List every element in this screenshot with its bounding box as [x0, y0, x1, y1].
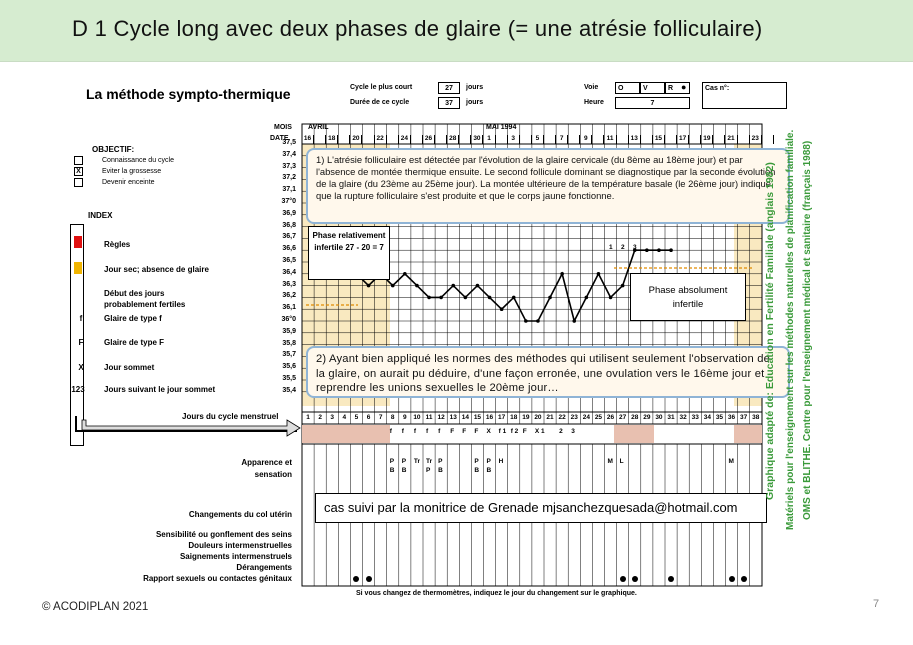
- temp-point: [439, 296, 443, 300]
- month-may: MAI 1994: [486, 124, 517, 131]
- disturbance-label: Dérangements: [236, 563, 292, 572]
- date-cell: [338, 135, 350, 144]
- index-type-f: Glaire de type f: [104, 314, 162, 323]
- cycle-day-cell: 17: [498, 414, 506, 421]
- appearance-mark: P B: [474, 458, 480, 474]
- temp-point: [524, 319, 528, 323]
- date-cell: [496, 135, 508, 144]
- cycle-day-cell: 7: [378, 414, 383, 421]
- temp-point: [645, 248, 649, 252]
- intercourse-dot: [632, 576, 638, 582]
- shortest-cycle-value: 27: [438, 82, 460, 94]
- mucus-mark: f: [438, 428, 441, 435]
- temp-point: [560, 272, 564, 276]
- page-number: 7: [873, 598, 880, 610]
- index-after-peak: Jours suivant le jour sommet: [104, 385, 216, 394]
- date-cell: 18: [326, 135, 338, 144]
- temp-point: [621, 284, 625, 288]
- objective-item-2: Eviter la grossesse: [102, 168, 162, 175]
- cycle-day-cell: 28: [631, 414, 639, 421]
- hour-value: 7: [615, 97, 690, 109]
- date-cell: 3: [508, 135, 520, 144]
- cycle-day-cell: 5: [354, 414, 359, 421]
- cycle-day-cell: 15: [473, 414, 482, 421]
- cervix-changes-label: Changements du col utérin: [188, 510, 292, 519]
- route-option-o: O: [615, 82, 640, 94]
- date-cell: 1: [484, 135, 496, 144]
- date-cell: 28: [447, 135, 459, 144]
- date-cell: [387, 135, 399, 144]
- date-cell: 19: [701, 135, 713, 144]
- temp-point: [657, 248, 661, 252]
- temp-point: [451, 284, 455, 288]
- temp-label: 36,6: [282, 245, 296, 253]
- temp-label: 36,1: [282, 304, 296, 312]
- mucus-mark: F: [450, 428, 455, 435]
- route-selected-dot: ●: [681, 82, 687, 92]
- mucus-mark: f: [401, 428, 404, 435]
- temp-point: [476, 284, 480, 288]
- temp-point: [391, 284, 395, 288]
- date-cell: 13: [629, 135, 641, 144]
- temp-point: [512, 296, 516, 300]
- cycle-day-cell: 6: [366, 414, 371, 421]
- cycle-day-cell: 23: [570, 414, 578, 421]
- date-cell: [314, 135, 326, 144]
- infertile-phase-box: Phase relativement infertile 27 - 20 = 7: [308, 226, 390, 280]
- cycle-days-label: Jours du cycle menstruel: [182, 412, 279, 421]
- mucus-mark: f 2: [510, 428, 519, 435]
- intercourse-dot: [366, 576, 372, 582]
- date-cell: [713, 135, 725, 144]
- temp-label: 37,1: [282, 186, 296, 194]
- month-april: AVRIL: [308, 124, 329, 131]
- temp-point: [488, 296, 492, 300]
- mucus-mark: X: [486, 428, 491, 435]
- mucus-mark: 2: [559, 428, 563, 435]
- temp-point: [597, 272, 601, 276]
- callout-2: 2) Ayant bien appliqué les normes des méthodes qui utilisent seulement l'observation de la glaire, on aurait pu déduire, d'une façon erronée, une ovulation vers le 16ème jour et reprendre les unions sexuelles le 20ème jour…: [306, 346, 790, 398]
- index-title: INDEX: [88, 211, 113, 220]
- appearance-mark: P B: [486, 458, 492, 474]
- mucus-mark: X 1: [534, 428, 545, 435]
- index-sym-F: F: [78, 338, 84, 347]
- post-peak-1: 1: [609, 244, 613, 251]
- cycle-day-cell: 31: [667, 414, 675, 421]
- cycle-day-cell: 12: [437, 414, 445, 421]
- intercourse-dot: [620, 576, 626, 582]
- appearance-mark: L: [619, 458, 624, 465]
- cycle-day-cell: 18: [510, 414, 518, 421]
- appearance-label: Apparence et sensation: [241, 458, 292, 479]
- cycle-day-cell: 4: [342, 414, 347, 421]
- side-text-2: Matériels pour l'enseignement sur les méthodes naturelles de planification familiale.: [785, 129, 796, 530]
- date-cell: [435, 135, 447, 144]
- post-peak-2: 2: [621, 244, 625, 251]
- temp-point: [427, 296, 431, 300]
- temp-label: 37,3: [282, 162, 296, 170]
- breast-label: Sensibilité ou gonflement des seins: [155, 530, 292, 539]
- temp-point: [367, 284, 371, 288]
- date-cell: [363, 135, 375, 144]
- appearance-mark: H: [498, 458, 504, 465]
- intercourse-dot: [729, 576, 735, 582]
- absolute-infertile-box: Phase absolument infertile: [630, 273, 746, 321]
- date-cell: [617, 135, 629, 144]
- mucus-mark: 3: [571, 428, 575, 435]
- temp-label: 36°0: [281, 316, 296, 323]
- mucus-mark: F: [462, 428, 467, 435]
- temp-label: 37°0: [281, 198, 296, 205]
- cycle-day-cell: 24: [582, 414, 590, 421]
- date-cell: 15: [653, 135, 665, 144]
- temp-label: 37,2: [282, 174, 296, 182]
- temp-label: 36,7: [282, 233, 296, 241]
- post-peak-3: 3: [633, 244, 637, 251]
- footer-copyright: © ACODIPLAN 2021: [42, 601, 149, 613]
- index-fertile: Début des jours probablement fertiles: [104, 289, 186, 309]
- temp-label: 36,4: [282, 268, 296, 276]
- cycle-day-cell: 32: [679, 414, 687, 421]
- temp-point: [403, 272, 407, 276]
- temp-label: 35,8: [282, 339, 296, 347]
- mucus-mark: f: [389, 428, 392, 435]
- date-cell: [592, 135, 604, 144]
- mucus-mark: f: [413, 428, 417, 435]
- cycle-day-cell: 35: [715, 414, 724, 421]
- cycle-day-cell: 26: [606, 414, 615, 421]
- cycle-day-cell: 36: [727, 414, 736, 421]
- date-cell: 30: [471, 135, 483, 144]
- temp-label: 35,7: [282, 351, 296, 359]
- mucus-mark: F: [474, 428, 479, 435]
- method-title: La méthode sympto-thermique: [86, 86, 291, 102]
- temp-point: [464, 296, 468, 300]
- bleeding-label: Saignements intermenstruels: [179, 552, 292, 561]
- index-sym-123: 123: [71, 385, 85, 394]
- bottom-note: Si vous changez de thermomètres, indiquez le jour du changement sur le graphique.: [356, 590, 637, 597]
- date-cell: 11: [605, 135, 617, 144]
- appearance-mark: Tr P: [426, 458, 433, 474]
- index-dry: Jour sec; absence de glaire: [104, 265, 209, 274]
- cycle-day-cell: 25: [594, 414, 603, 421]
- objective-title: OBJECTIF:: [92, 145, 135, 154]
- cycle-day-cell: 38: [752, 414, 760, 421]
- index-peak: Jour sommet: [104, 363, 155, 372]
- route-label: Voie: [584, 84, 599, 91]
- date-cell: [568, 135, 580, 144]
- cycle-day-cell: 22: [558, 414, 566, 421]
- index-sym-f: f: [79, 314, 83, 323]
- date-cell: [411, 135, 423, 144]
- temp-point: [415, 284, 419, 288]
- date-cell: 17: [677, 135, 689, 144]
- temp-label: 37,4: [282, 150, 296, 158]
- slide-title: D 1 Cycle long avec deux phases de glaire (= une atrésie folliculaire): [72, 16, 763, 41]
- cycle-day-cell: 8: [390, 414, 395, 421]
- temp-label: 35,5: [282, 375, 296, 382]
- temp-label: 35,9: [282, 327, 296, 335]
- callout-1: 1) L'atrésie folliculaire est détectée par l'évolution de la glaire cervicale (du 8ème au 18ème jour) et par l'absence de montée thermique ensuite. Le second follicule dominant se diagnostique par la seconde évolution de la glaire (du 23ème au 25ème jour). La montée ultérieure de la température basale (le 26ème jour) indique que la rupture folliculaire s'est produite et que le corps jaune fonctionne.: [306, 148, 790, 224]
- appearance-mark: P B: [438, 458, 443, 474]
- date-cell: 5: [532, 135, 544, 144]
- date-cell: [520, 135, 532, 144]
- date-cell: [738, 135, 750, 144]
- date-cell: 24: [399, 135, 411, 144]
- temp-label: 35,6: [282, 363, 296, 371]
- cycle-day-cell: 34: [703, 414, 711, 421]
- temp-point: [500, 307, 504, 311]
- temp-point: [572, 319, 576, 323]
- date-cell: [459, 135, 471, 144]
- hour-label: Heure: [584, 99, 604, 106]
- objective-item-1: Connaissance du cycle: [102, 157, 174, 164]
- index-sym-x: X: [78, 363, 84, 372]
- temp-label: 36,8: [282, 221, 296, 229]
- sympto-thermal-chart: [62, 76, 842, 606]
- date-label: DATE: [270, 135, 289, 142]
- cycle-day-cell: 33: [691, 414, 699, 421]
- temp-point: [669, 248, 673, 252]
- cycle-day-cell: 21: [546, 414, 554, 421]
- appearance-mark: M: [728, 458, 734, 465]
- route-option-r: R: [665, 82, 690, 94]
- date-cell: 26: [423, 135, 435, 144]
- route-option-v: V: [640, 82, 665, 94]
- cycle-day-cell: 14: [461, 414, 469, 421]
- pain-label: Douleurs intermenstruelles: [188, 541, 292, 550]
- date-cell: [641, 135, 653, 144]
- temp-point: [536, 319, 540, 323]
- mucus-mark: f 1: [498, 428, 507, 435]
- temp-label: 37,5: [282, 139, 296, 146]
- index-type-F: Glaire de type F: [104, 338, 165, 347]
- monitor-note: cas suivi par la monitrice de Grenade mjsanchezquesada@hotmail.com: [315, 493, 767, 523]
- cycle-length-unit: jours: [466, 99, 484, 106]
- date-cell: 23: [750, 135, 762, 144]
- temp-label: 36,2: [282, 292, 296, 300]
- cycle-day-cell: 20: [534, 414, 542, 421]
- appearance-mark: P B: [401, 458, 407, 474]
- mucus-mark: F: [522, 428, 527, 435]
- intercourse-dot: [741, 576, 747, 582]
- cycle-day-cell: 2: [318, 414, 322, 421]
- temp-label: 35,4: [282, 386, 296, 394]
- date-cell: [544, 135, 556, 144]
- date-cell: 22: [375, 135, 387, 144]
- cycle-length-label: Durée de ce cycle: [350, 99, 410, 106]
- case-number-box: Cas n°:: [702, 82, 787, 109]
- side-text-1: Graphique adapté de: Education en Fertilité Familiale (anglais 1982): [764, 162, 776, 500]
- cycle-day-cell: 16: [485, 414, 494, 421]
- intercourse-dot: [668, 576, 674, 582]
- date-cell: 21: [726, 135, 738, 144]
- intercourse-label: Rapport sexuels ou contactes génitaux: [143, 574, 292, 583]
- shortest-cycle-unit: jours: [466, 84, 484, 91]
- objective-item-3: Devenir enceinte: [102, 179, 155, 186]
- cycle-day-cell: 30: [655, 414, 663, 421]
- side-text-3: OMS et BLITHE. Centre pour l'enseignement médical et sanitaire (français 1988): [802, 140, 813, 520]
- date-cell: 20: [350, 135, 362, 144]
- cycle-day-cell: 1: [306, 414, 310, 421]
- temp-point: [548, 296, 552, 300]
- cycle-day-cell: 10: [413, 414, 421, 421]
- temp-label: 36,3: [282, 280, 296, 288]
- cycle-day-cell: 11: [425, 414, 433, 421]
- shortest-cycle-label: Cycle le plus court: [350, 84, 413, 91]
- date-cell: 9: [580, 135, 592, 144]
- mucus-mark: f: [426, 428, 429, 435]
- cycle-day-cell: 29: [643, 414, 651, 421]
- date-cell: [762, 135, 774, 144]
- temp-point: [585, 296, 589, 300]
- mois-label: MOIS: [274, 124, 292, 131]
- temp-label: 36,5: [282, 257, 296, 264]
- cycle-day-cell: 27: [619, 414, 627, 421]
- cycle-day-cell: 9: [403, 414, 407, 421]
- index-menses: Règles: [104, 240, 131, 249]
- objective-checkbox-2: X: [74, 167, 83, 176]
- appearance-mark: P B: [389, 458, 395, 474]
- cycle-length-value: 37: [438, 97, 460, 109]
- cycle-day-cell: 3: [330, 414, 335, 421]
- cycle-day-cell: 37: [740, 414, 748, 421]
- temp-point: [609, 296, 613, 300]
- cycle-day-cell: 13: [449, 414, 457, 421]
- date-cell: [665, 135, 677, 144]
- appearance-mark: Tr: [413, 458, 421, 465]
- cycle-day-cell: 19: [522, 414, 530, 421]
- date-cell: [689, 135, 701, 144]
- date-cell: 16: [302, 135, 314, 144]
- slide-header: [0, 0, 913, 62]
- date-cell: 7: [556, 135, 568, 144]
- temp-label: 36,9: [282, 209, 296, 217]
- appearance-mark: M: [607, 458, 613, 465]
